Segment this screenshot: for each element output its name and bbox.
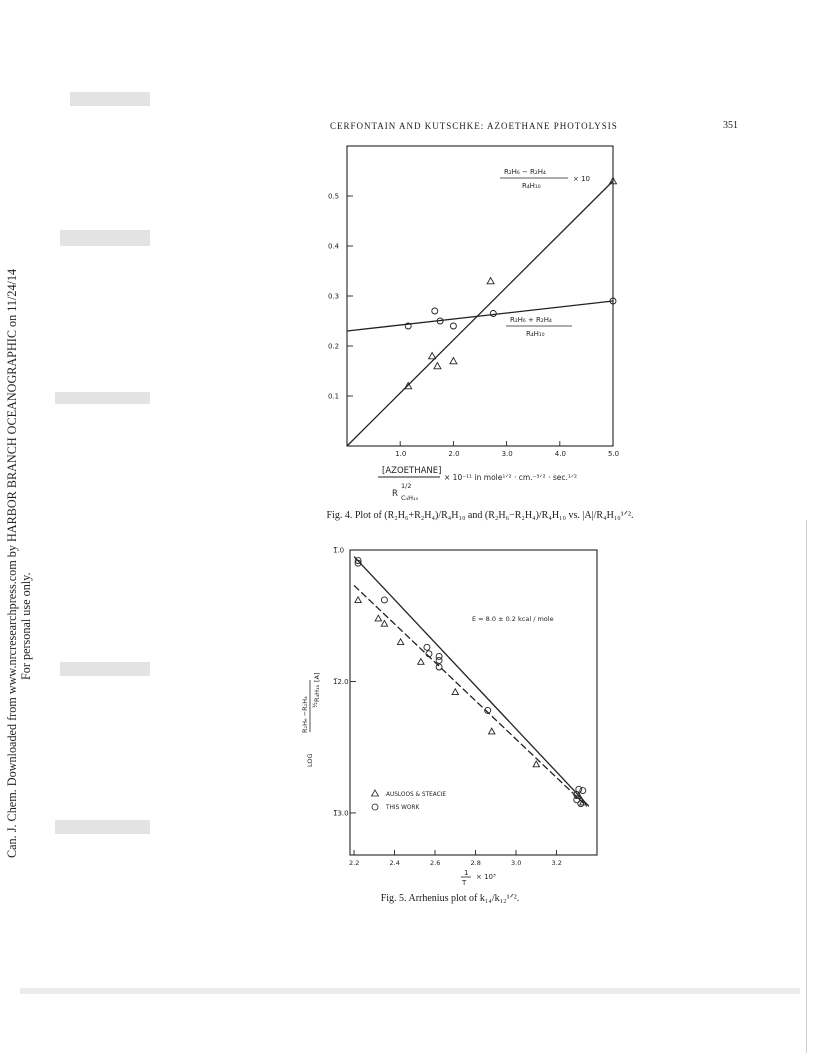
fig5-ylabel-den: R₄H₁₀ (313, 684, 321, 702)
fig5-triangle-point (397, 639, 403, 645)
fig5-x-tick-label: 3.0 (511, 859, 522, 867)
fig4-xlabel-mid: × 10⁻¹¹ in mole¹ᐟ² · cm.⁻³ᐟ² · sec.¹ᐟ² (444, 473, 578, 482)
fig4-circle-point (490, 311, 496, 317)
fig4-y-tick-label: 0.3 (328, 292, 340, 301)
fig5-circle-point (381, 597, 387, 603)
fig5-circle-point (576, 786, 582, 792)
fig5-x-tick-label: 2.4 (389, 859, 400, 867)
fig4-label-difference (500, 168, 590, 190)
fig5-y-tick-label: 1̅2.0 (333, 677, 349, 686)
fig5-xlabel-factor: × 10³ (476, 873, 496, 880)
scan-artifact (55, 392, 150, 404)
fig4-triangle-point (487, 278, 494, 284)
fig5-triangle-point (452, 689, 458, 695)
fig5-y-tick-label: 1̅3.0 (333, 809, 349, 818)
fig5-y-tick-label: 1̅.0 (333, 546, 345, 555)
fig4-xlabel-den-sup: 1/2 (401, 482, 412, 490)
fig4-label-diff-num: R₂H₆ − R₂H₄ (504, 168, 546, 176)
fig4-triangle-point (434, 363, 441, 369)
fig4-x-tick-label: 1.0 (395, 450, 407, 458)
running-header: CERFONTAIN AND KUTSCHKE: AZOETHANE PHOTOLYSIS (330, 121, 618, 131)
fig4-x-tick-label: 5.0 (608, 450, 620, 458)
scan-edge-line (806, 520, 807, 1053)
fig5-x-tick-label: 2.8 (470, 859, 481, 867)
fig5-x-tick-label: 3.2 (551, 859, 562, 867)
fig5-triangle-point (418, 659, 424, 665)
fig4-label-sum-den: R₄H₁₀ (526, 330, 545, 338)
scan-artifact (20, 988, 800, 994)
fig4-label-sum-num: R₂H₆ + R₂H₄ (510, 316, 552, 324)
fig4-y-tick-label: 0.5 (328, 192, 340, 201)
fig4-y-tick-label: 0.1 (328, 392, 340, 401)
fig4-plot-frame (347, 146, 613, 446)
fig5-ylabel-num: R₂H₆ −R₂H₄ (301, 696, 309, 733)
fig5-circle-point (436, 657, 442, 663)
scan-artifact (55, 820, 150, 834)
fig5-fit-line-this-work (354, 557, 589, 807)
fig4-chart (300, 140, 640, 510)
fig5-triangle-point (355, 597, 361, 603)
fig4-y-tick-label: 0.2 (328, 342, 340, 351)
fig5-x-tick-label: 2.6 (430, 859, 441, 867)
fig4-xlabel-den-sub: C₄H₁₀ (401, 494, 419, 502)
scan-artifact (70, 92, 150, 106)
fig5-xlabel-den-holder (458, 878, 478, 892)
fig4-circle-point (450, 323, 456, 329)
watermark-line1: Can. J. Chem. Downloaded from www.nrcresearchpress.com by HARBOR BRANCH OCEANOGRAPHIC on 11/24/14 (5, 268, 19, 858)
fig5-energy-label: E = 8.0 ± 0.2 kcal / mole (472, 615, 554, 623)
watermark-line2: For personal use only. (19, 572, 33, 680)
fig5-ylabel-half: ½ (312, 702, 319, 708)
scan-artifact (60, 230, 150, 246)
fig5-legend (372, 790, 447, 811)
legend-triangle-label: AUSLOOS & STEACIE (386, 792, 447, 798)
fig4-xlabel (378, 466, 577, 502)
legend-circle-label: THIS WORK (386, 805, 420, 811)
download-watermark (2, 200, 36, 860)
fig5-x-tick-label: 2.2 (349, 859, 360, 867)
fig5-caption: Fig. 5. Arrhenius plot of k₁₄/k₁₂¹ᐟ². (380, 893, 520, 904)
fig4-circle-point (432, 308, 438, 314)
fig5-ylabel (301, 672, 321, 767)
fig4-label-diff-factor: × 10 (573, 175, 590, 183)
fig5-circle-point (424, 644, 430, 650)
legend-triangle-marker (372, 790, 379, 796)
fig5-triangle-point (489, 728, 495, 734)
fig5-xlabel-den: T (462, 879, 467, 887)
page-number: 351 (723, 120, 738, 131)
fig5-chart (280, 540, 620, 880)
fig5-circle-point (436, 664, 442, 670)
fig4-x-tick-label: 2.0 (448, 450, 460, 458)
fig4-fit-line-difference (347, 181, 613, 446)
legend-circle-marker (372, 804, 378, 810)
fig4-x-tick-label: 4.0 (554, 450, 566, 458)
fig4-triangle-point (450, 358, 457, 364)
fig5-circle-point (580, 788, 586, 794)
fig5-xlabel-num: 1 (464, 869, 469, 877)
fig4-label-sum (506, 316, 572, 338)
fig4-xlabel-den: R (392, 489, 398, 499)
fig4-fit-line-sum (347, 301, 613, 331)
fig4-label-diff-den: R₄H₁₀ (522, 182, 541, 190)
scan-artifact (60, 662, 150, 676)
fig5-ylabel-A: [A] (313, 672, 321, 682)
fig5-ylabel-log: LOG (306, 753, 314, 767)
fig5-triangle-point (533, 761, 539, 767)
fig4-caption: Fig. 4. Plot of (R₂H₆+R₂H₄)/R₄H₁₀ and (R₂H₆−R₂H₄)/R₄H₁₀ vs. |A|/R₄H₁₀¹ᐟ². (326, 510, 634, 521)
fig4-xlabel-num: [AZOETHANE] (382, 466, 442, 476)
fig5-triangle-point (375, 615, 381, 621)
fig4-x-tick-label: 3.0 (501, 450, 513, 458)
fig4-y-tick-label: 0.4 (328, 242, 340, 251)
